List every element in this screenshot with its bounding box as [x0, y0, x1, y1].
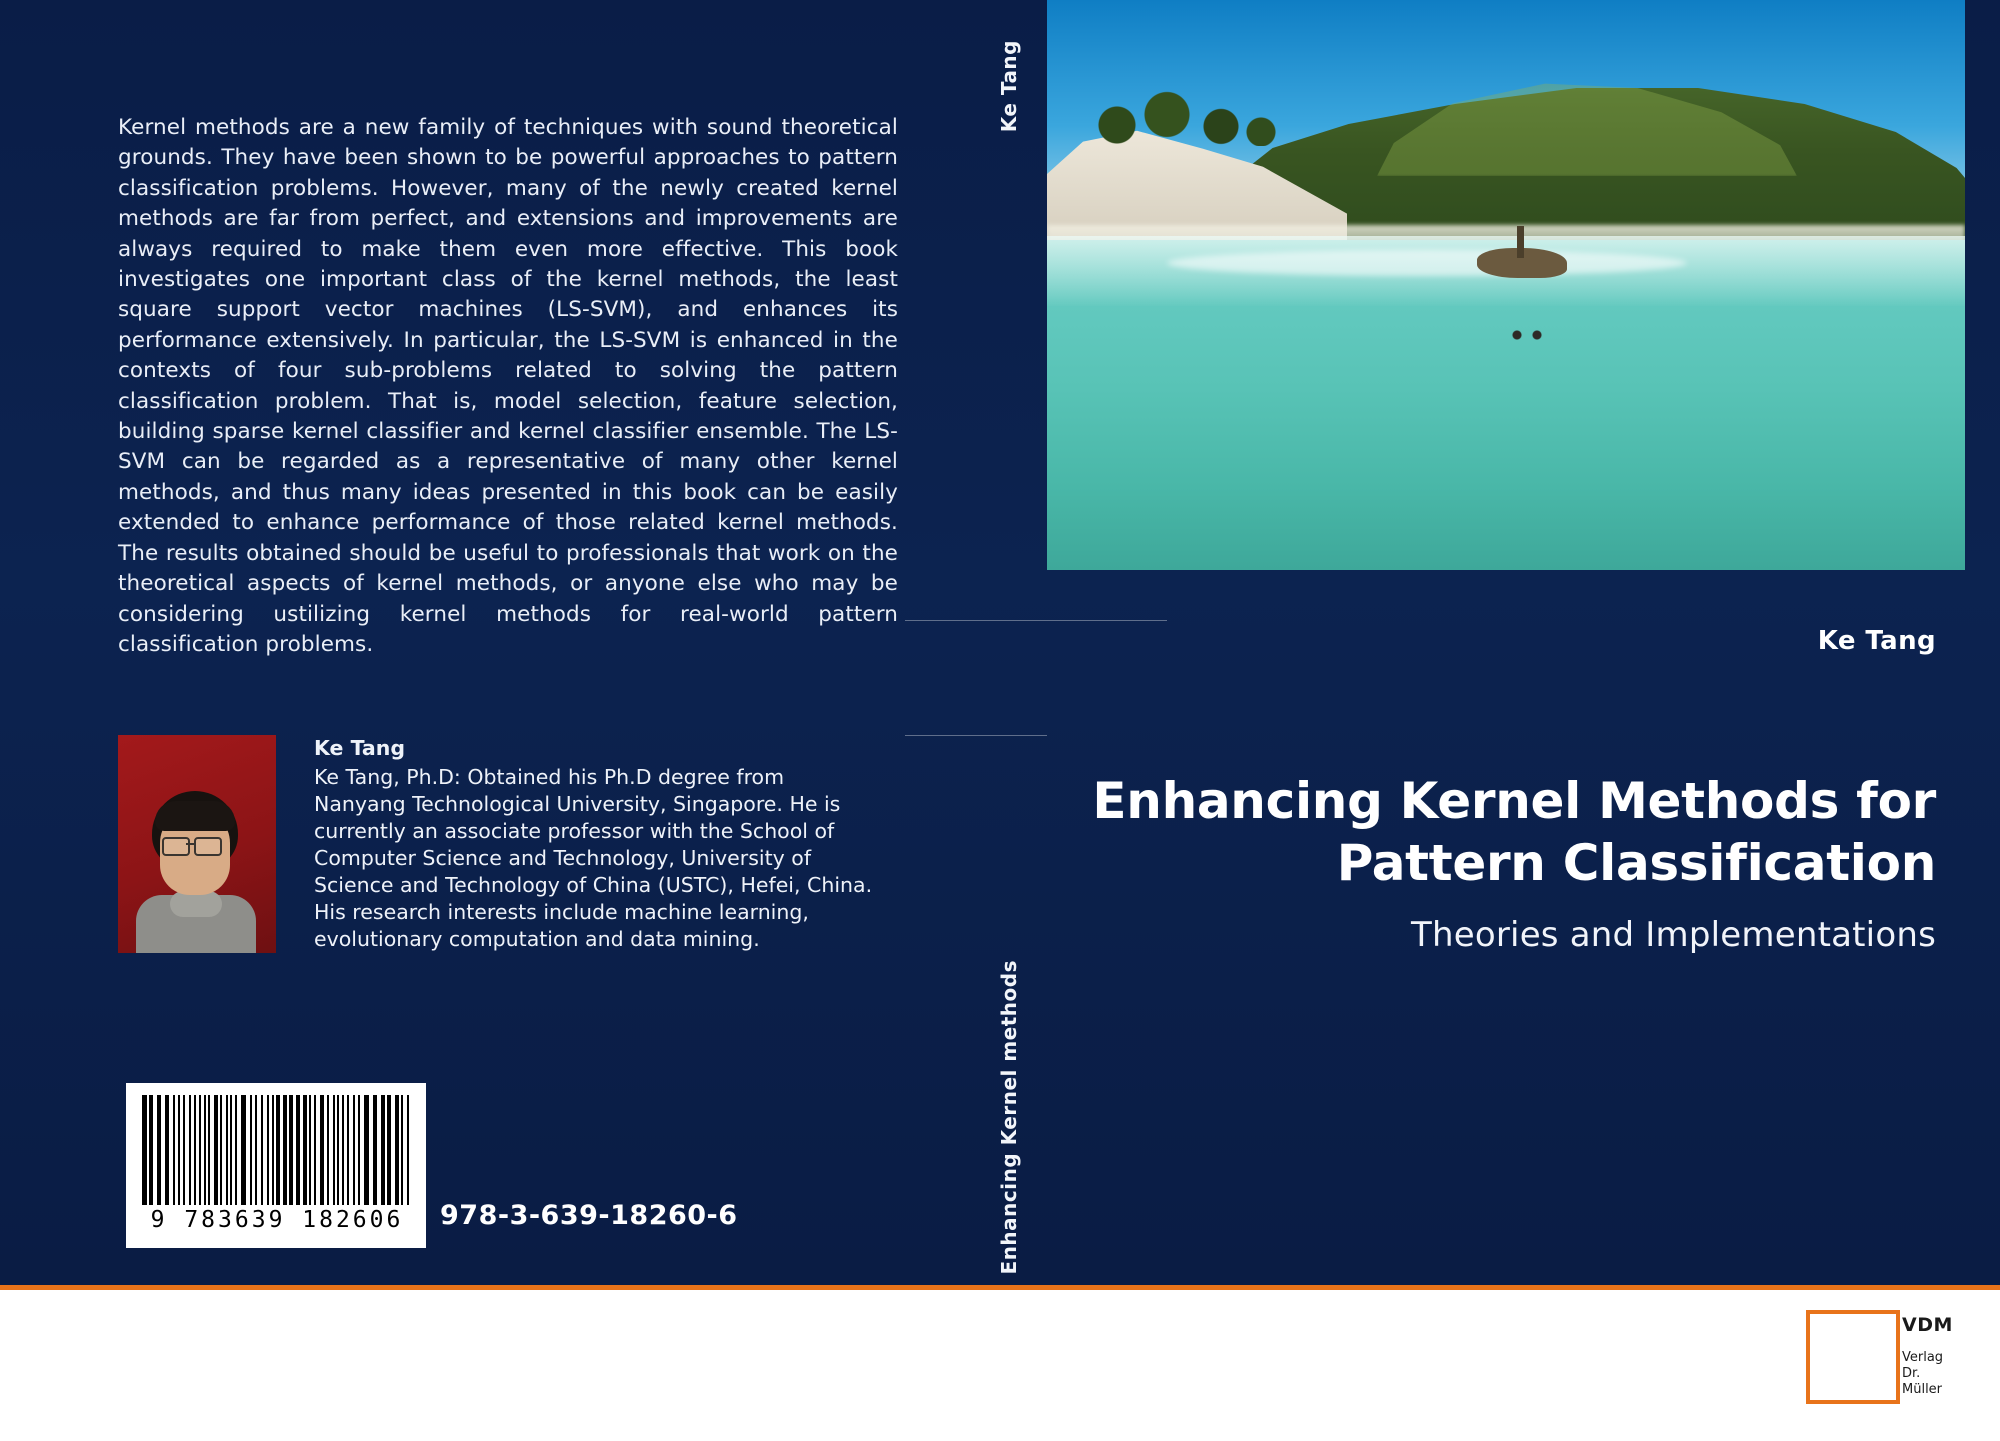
back-cover	[0, 0, 985, 1285]
author-name: Ke Tang	[314, 736, 406, 760]
back-cover-blurb: Kernel methods are a new family of techniques with sound theoretical grounds. They have been shown to be powerful approaches to pattern classification problems. However, many of the newly created kernel methods are far from perfect, and extensions and improvements are always required to make them even more effective. This book investigates one important class of the kernel methods, the least square support vector machines (LS-SVM), and enhances its performance extensively. In particular, the LS-SVM is enhanced in the contexts of four sub-problems related to solving the pattern classification problem. That is, model selection, feature selection, building sparse kernel classifier and kernel classifier ensemble. The LS-SVM can be regarded as a representative of many other kernel methods, and thus many ideas presented in this book can be easily extended to enhance performance of those related kernel methods. The results obtained should be useful to professionals that work on the theoretical aspects of kernel methods, or anyone else who may be considering ustilizing kernel methods for real-world pattern classification problems.	[118, 115, 898, 657]
author-info	[314, 735, 874, 953]
isbn-number: 978-3-639-18260-6	[440, 1200, 738, 1231]
vdm-frame-icon	[1806, 1310, 1900, 1404]
barcode	[126, 1083, 426, 1248]
front-cover-title: Enhancing Kernel Methods for Pattern Classification	[1092, 772, 1936, 892]
book-spine	[985, 0, 1047, 1285]
barcode-digits: 9 783639 182606	[150, 1207, 404, 1233]
barcode-bars	[142, 1095, 410, 1205]
front-cover-author: Ke Tang	[1817, 626, 1936, 656]
author-photo	[118, 735, 276, 953]
photo-post	[1517, 226, 1524, 258]
publisher-imprint-line2: Dr. Müller	[1902, 1366, 1943, 1397]
fold-mark-left-2	[905, 735, 1047, 736]
spine-author: Ke Tang	[997, 40, 1021, 133]
front-cover-subtitle: Theories and Implementations	[1411, 915, 1936, 955]
publisher-imprint-line1: Verlag	[1902, 1350, 1944, 1365]
portrait-figure	[122, 787, 272, 953]
fold-mark-right	[1047, 620, 1167, 621]
photo-trees	[1077, 76, 1277, 146]
photo-foam	[1167, 250, 1687, 276]
footer-white-band	[0, 1290, 2000, 1441]
publisher-name: VDM	[1902, 1314, 1953, 1336]
spine-title: Enhancing Kernel methods	[997, 960, 1021, 1275]
publisher-logo	[1806, 1310, 1953, 1418]
vdm-notch-icon	[1814, 1318, 1842, 1346]
photo-swimmers	[1509, 330, 1549, 340]
fold-mark-left	[905, 620, 1047, 621]
author-bio: Ke Tang, Ph.D: Obtained his Ph.D degree from Nanyang Technological University, Singapore. He is currently an associate professor with the School of Computer Science and Technology, University of Science and Technology of China (USTC), Hefei, China. His research interests include machine learning, evolutionary computation and data mining.	[314, 765, 873, 951]
publisher-imprint	[1902, 1350, 1943, 1398]
cover-photograph	[1047, 0, 1965, 570]
